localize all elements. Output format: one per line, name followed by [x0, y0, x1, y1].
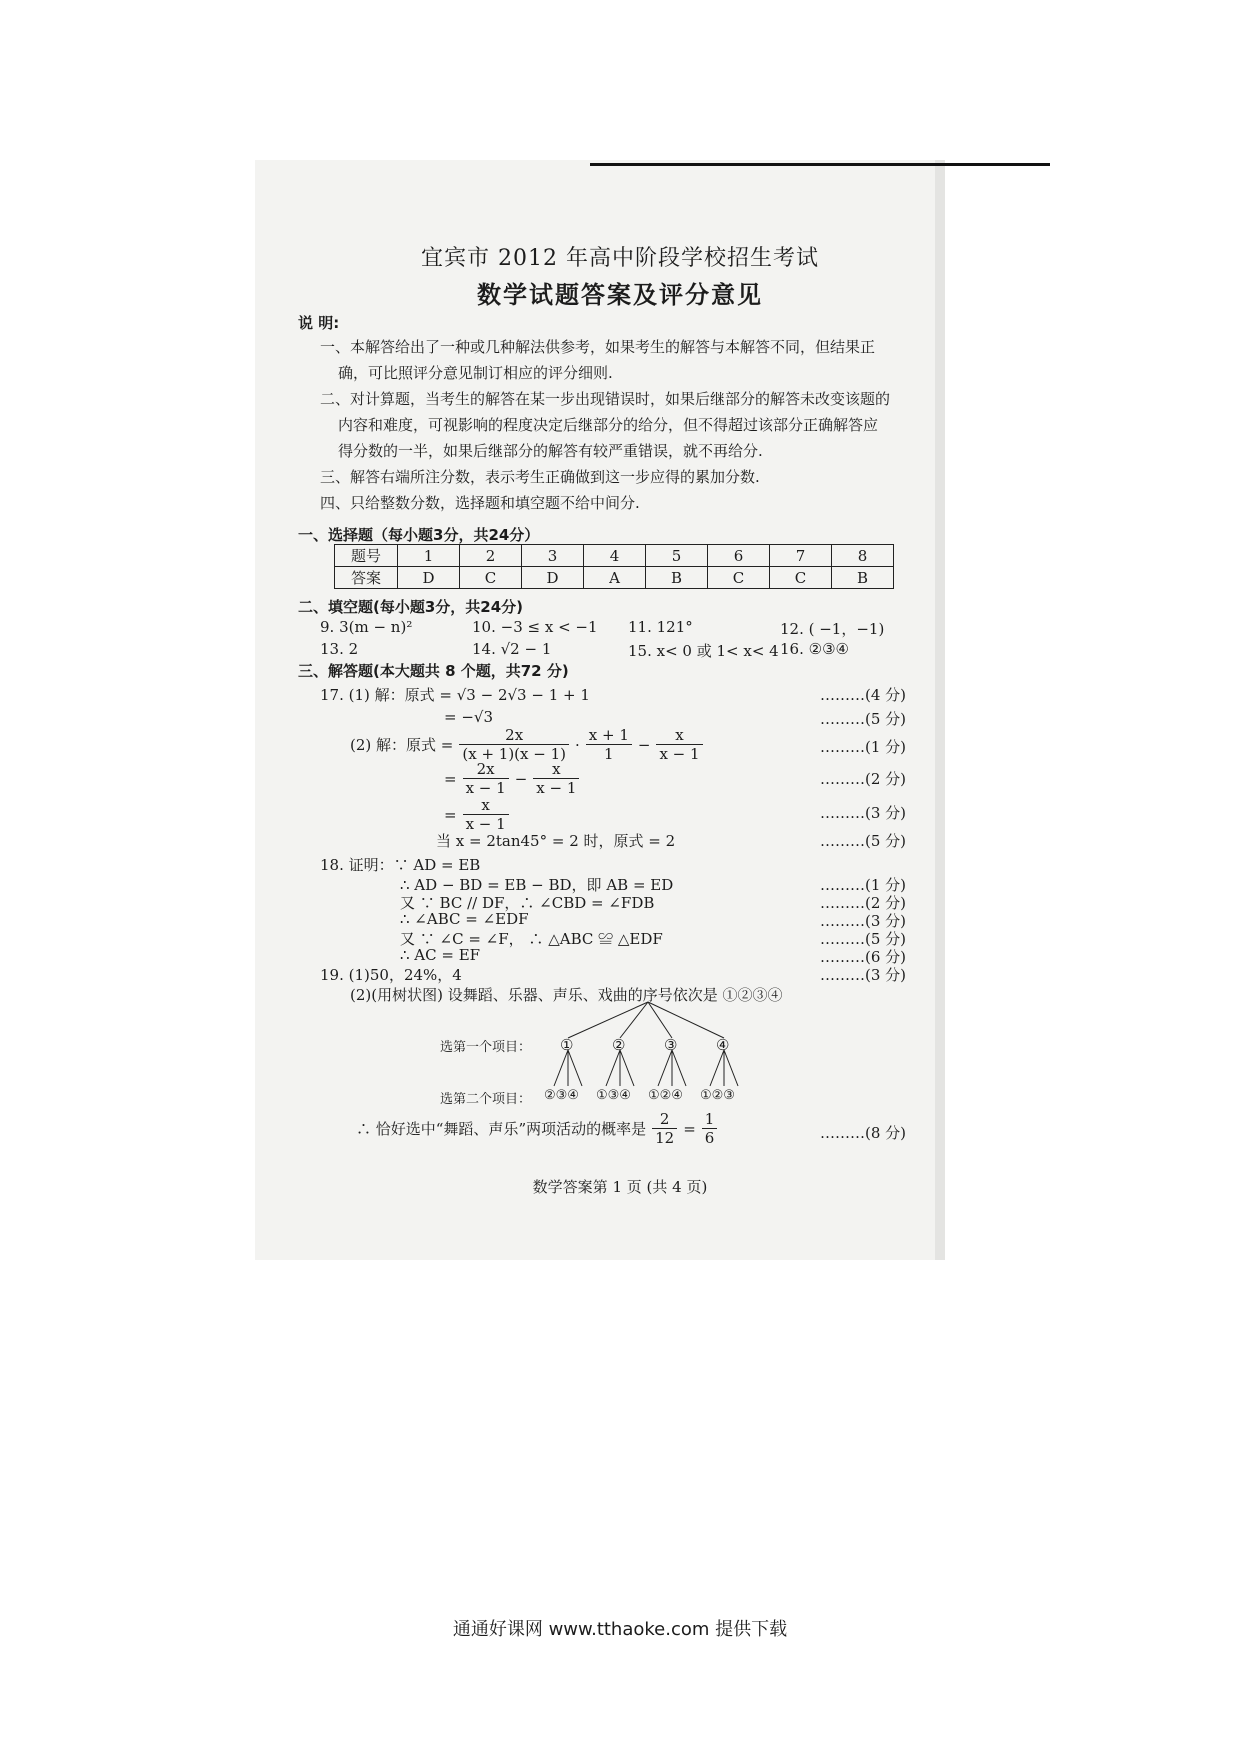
note-line: 一、本解答给出了一种或几种解法供参考，如果考生的解答与本解答不同，但结果正 [320, 338, 876, 356]
operator: · [574, 735, 580, 754]
denominator: 1 [604, 745, 614, 763]
score-mark: ………(5 分) [820, 832, 907, 850]
solution-line: (2)(用树状图) 设舞蹈、乐器、声乐、戏曲的序号依次是 ①②③④ [350, 986, 783, 1004]
table-row [335, 545, 894, 567]
tree-node: ③ [664, 1036, 678, 1054]
notes-label: 说 明: [298, 314, 340, 332]
score-mark: ………(3 分) [820, 912, 907, 930]
solution-line: ∴ AD − BD = EB − BD，即 AB = ED [400, 876, 674, 894]
numerator: x [533, 760, 579, 779]
tree-level-2-label: 选第二个项目： [440, 1092, 532, 1107]
note-line: 四、只给整数分数，选择题和填空题不给中间分. [320, 494, 640, 512]
note-line: 得分数的一半，如果后继部分的解答有较严重错误，就不再给分. [338, 442, 763, 460]
tree-level-1-label: 选第一个项目： [440, 1040, 532, 1055]
table-row [335, 567, 894, 589]
note-line: 确，可比照评分意见制订相应的评分细则. [338, 364, 613, 382]
solution-line: 又 ∵ ∠C = ∠F， ∴ △ABC ≌ △EDF [400, 930, 663, 948]
denominator: x − 1 [465, 779, 506, 797]
answer-cell: B [646, 567, 708, 589]
numerator: x + 1 [586, 726, 632, 745]
fill-answer: 10. −3 ≤ x < −1 [472, 618, 598, 636]
answer-cell: C [770, 567, 832, 589]
scan-top-line [590, 163, 1050, 166]
denominator: (x + 1)(x − 1) [462, 745, 566, 763]
fraction [656, 726, 702, 763]
score-mark: ………(3 分) [820, 966, 907, 984]
answer-cell: C [460, 567, 522, 589]
question-number: 7 [770, 545, 832, 567]
tree-leaves: ①②③ [700, 1088, 735, 1103]
fill-answer: 15. x< 0 或 1< x< 4 [628, 642, 779, 660]
numerator: 2x [459, 726, 569, 745]
numerator: 1 [702, 1110, 718, 1129]
fraction [586, 726, 632, 763]
operator: − [637, 735, 651, 754]
solution-line: 又 ∵ BC // DF，∴ ∠CBD = ∠FDB [400, 894, 655, 912]
fill-answer: 9. 3(m − n)² [320, 618, 413, 636]
table-header-cell: 答案 [335, 567, 398, 589]
note-line: 二、对计算题，当考生的解答在某一步出现错误时，如果后继部分的解答未改变该题的 [320, 390, 891, 408]
solution-line: ∴ ∠ABC = ∠EDF [400, 910, 529, 928]
denominator: 6 [704, 1129, 715, 1147]
score-mark: ………(2 分) [820, 894, 907, 912]
denominator: x − 1 [536, 779, 577, 797]
fill-answer: 13. 2 [320, 640, 359, 658]
table-header-cell: 题号 [335, 545, 398, 567]
equals-sign: = [444, 769, 457, 788]
note-line: 内容和难度，可视影响的程度决定后继部分的给分，但不得超过该部分正确解答应 [338, 416, 879, 434]
answer-cell: D [522, 567, 584, 589]
solution-line: = −√3 [444, 708, 494, 726]
fill-answer: 11. 121° [628, 618, 693, 636]
numerator: x [656, 726, 702, 745]
fill-answer: 12. ( −1，−1) [780, 620, 885, 638]
solution-line: 18. 证明：∵ AD = EB [320, 856, 481, 874]
tree-node: ① [560, 1036, 574, 1054]
question-number: 5 [646, 545, 708, 567]
question-number: 1 [398, 545, 460, 567]
numerator: x [463, 796, 509, 815]
score-mark: ………(1 分) [820, 738, 907, 756]
probability-text: ∴ 恰好选中“舞蹈、声乐”两项活动的概率是 [356, 1120, 647, 1138]
answer-cell: B [832, 567, 894, 589]
score-mark: ………(4 分) [820, 686, 907, 704]
equals-sign: = [444, 805, 457, 824]
score-mark: ………(5 分) [820, 930, 907, 948]
question-number: 4 [584, 545, 646, 567]
solution-line-fraction [350, 726, 703, 763]
fraction [702, 1110, 718, 1147]
fraction [463, 796, 509, 833]
score-mark: ………(6 分) [820, 948, 907, 966]
tree-node: ④ [716, 1036, 730, 1054]
fraction [533, 760, 579, 797]
solution-line: 当 x = 2tan45° = 2 时，原式 = 2 [436, 832, 676, 850]
tree-node: ② [612, 1036, 626, 1054]
question-number: 3 [522, 545, 584, 567]
section-3-label: 三、解答题(本大题共 8 个题，共72 分) [298, 662, 569, 680]
solution-line: ∴ AC = EF [400, 946, 481, 964]
section-2-label: 二、填空题(每小题3分，共24分) [298, 598, 524, 616]
score-mark: ………(2 分) [820, 770, 907, 788]
score-mark: ………(5 分) [820, 710, 907, 728]
score-mark: ………(8 分) [820, 1124, 907, 1142]
answer-cell: D [398, 567, 460, 589]
tree-leaves: ①③④ [596, 1088, 631, 1103]
tree-leaves: ①②④ [648, 1088, 683, 1103]
fill-answer: 16. ②③④ [780, 640, 849, 658]
question-number: 6 [708, 545, 770, 567]
probability-line [356, 1110, 717, 1147]
denominator: x − 1 [465, 815, 506, 833]
equals-sign: = [683, 1119, 696, 1138]
solution-line-fraction [444, 796, 509, 833]
numerator: 2x [463, 760, 509, 779]
page-title: 宜宾市 2012 年高中阶段学校招生考试 [421, 246, 819, 271]
score-mark: ………(1 分) [820, 876, 907, 894]
operator: − [514, 769, 528, 788]
solution-line: 17. (1) 解：原式 = √3 − 2√3 − 1 + 1 [320, 686, 590, 704]
fraction [652, 1110, 677, 1147]
denominator: x − 1 [659, 745, 700, 763]
page-subtitle: 数学试题答案及评分意见 [477, 281, 763, 309]
question-number: 8 [832, 545, 894, 567]
answer-cell: C [708, 567, 770, 589]
note-line: 三、解答右端所注分数，表示考生正确做到这一步应得的累加分数. [320, 468, 760, 486]
site-footer: 通通好课网 www.tthaoke.com 提供下载 [452, 1619, 788, 1640]
tree-leaves: ②③④ [544, 1088, 579, 1103]
fraction [463, 760, 509, 797]
page-number: 数学答案第 1 页 (共 4 页) [532, 1178, 708, 1196]
answer-table [334, 544, 894, 589]
answer-cell: A [584, 567, 646, 589]
score-mark: ………(3 分) [820, 804, 907, 822]
solution-line-fraction [444, 760, 579, 797]
fraction [459, 726, 569, 763]
solution-line: 19. (1)50，24%，4 [320, 966, 462, 984]
solution-prefix: (2) 解：原式 = [350, 736, 454, 754]
fill-answer: 14. √2 − 1 [472, 640, 552, 658]
scan-edge-shadow [935, 160, 945, 1260]
question-number: 2 [460, 545, 522, 567]
numerator: 2 [652, 1110, 677, 1129]
denominator: 12 [655, 1129, 675, 1147]
section-1-label: 一、选择题（每小题3分，共24分） [298, 526, 540, 544]
